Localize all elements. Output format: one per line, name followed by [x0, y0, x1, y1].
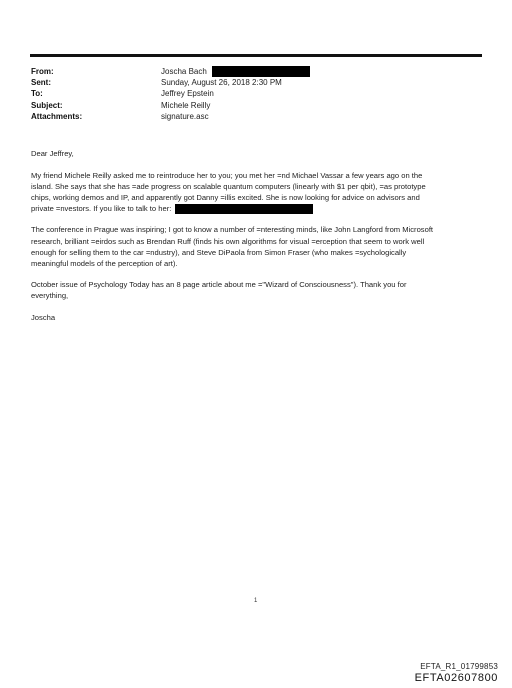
sent-value: Sunday, August 26, 2018 2:30 PM — [161, 78, 282, 88]
header-row-attachments — [31, 111, 481, 122]
to-value: Jeffrey Epstein — [161, 89, 214, 99]
signoff — [31, 312, 481, 323]
email-header — [31, 66, 481, 122]
bates-id-secondary: EFTA_R1_01799853 — [420, 662, 498, 671]
from-value: Joscha Bach — [161, 67, 207, 76]
paragraph-line: My friend Michele Reilly asked me to reintroduce her to you; you met her =nd Michael Vassar a few years ago on the — [31, 170, 423, 180]
paragraph-intro — [31, 170, 481, 214]
paragraph-line: The conference in Prague was inspiring; I got to know a number of =nteresting minds, like John Langford from Microsoft — [31, 225, 434, 235]
paragraph-line: research, brilliant =eirdos such as Brendan Ruff (finds his own algorithms for visual =erception that seem to work well — [31, 236, 425, 246]
attachment-filename: signature.asc — [161, 111, 209, 121]
email-body — [31, 148, 481, 334]
header-divider — [30, 54, 482, 57]
bates-id-primary: EFTA02607800 — [414, 672, 498, 684]
attachments-label: Attachments: — [31, 111, 83, 121]
header-row-subject — [31, 100, 481, 111]
header-row-from — [31, 66, 481, 77]
page-number: 1 — [254, 598, 258, 604]
signoff-name: Joscha — [31, 313, 56, 323]
redaction-block — [212, 66, 310, 77]
from-label: From: — [31, 67, 54, 76]
header-row-sent — [31, 77, 481, 88]
paragraph-line: chips, working demos and IP, and apparently got Danny =illis excited. She is now looking for advice on advisors and — [31, 192, 420, 202]
paragraph-line: everything, — [31, 291, 69, 301]
paragraph-line-with-redaction — [31, 203, 481, 214]
paragraph-line-text: private =nvestors. If you like to talk to her: — [31, 203, 172, 213]
greeting — [31, 148, 481, 159]
paragraph-line: island. She says that she has =ade progress on scalable quantum computers (linearly with $1 per qbit), =as prototype — [31, 181, 426, 191]
paragraph-line: enough for selling them to the car =ndustry), and Steve DiPaola from Simon Fraser (who makes =sychologically — [31, 247, 407, 257]
sent-label: Sent: — [31, 78, 51, 88]
paragraph-article — [31, 279, 481, 301]
redaction-block — [175, 204, 313, 214]
paragraph-line: October issue of Psychology Today has an 8 page article about me ="Wizard of Consciousness"). Thank you for — [31, 280, 407, 290]
greeting-text: Dear Jeffrey, — [31, 149, 74, 158]
from-value-wrap — [161, 66, 310, 77]
subject-label: Subject: — [31, 100, 63, 110]
to-label: To: — [31, 89, 43, 99]
subject-value: Michele Reilly — [161, 100, 211, 110]
header-row-to — [31, 88, 481, 99]
paragraph-conference — [31, 224, 481, 268]
paragraph-line: meaningful models of the perception of art). — [31, 258, 178, 268]
